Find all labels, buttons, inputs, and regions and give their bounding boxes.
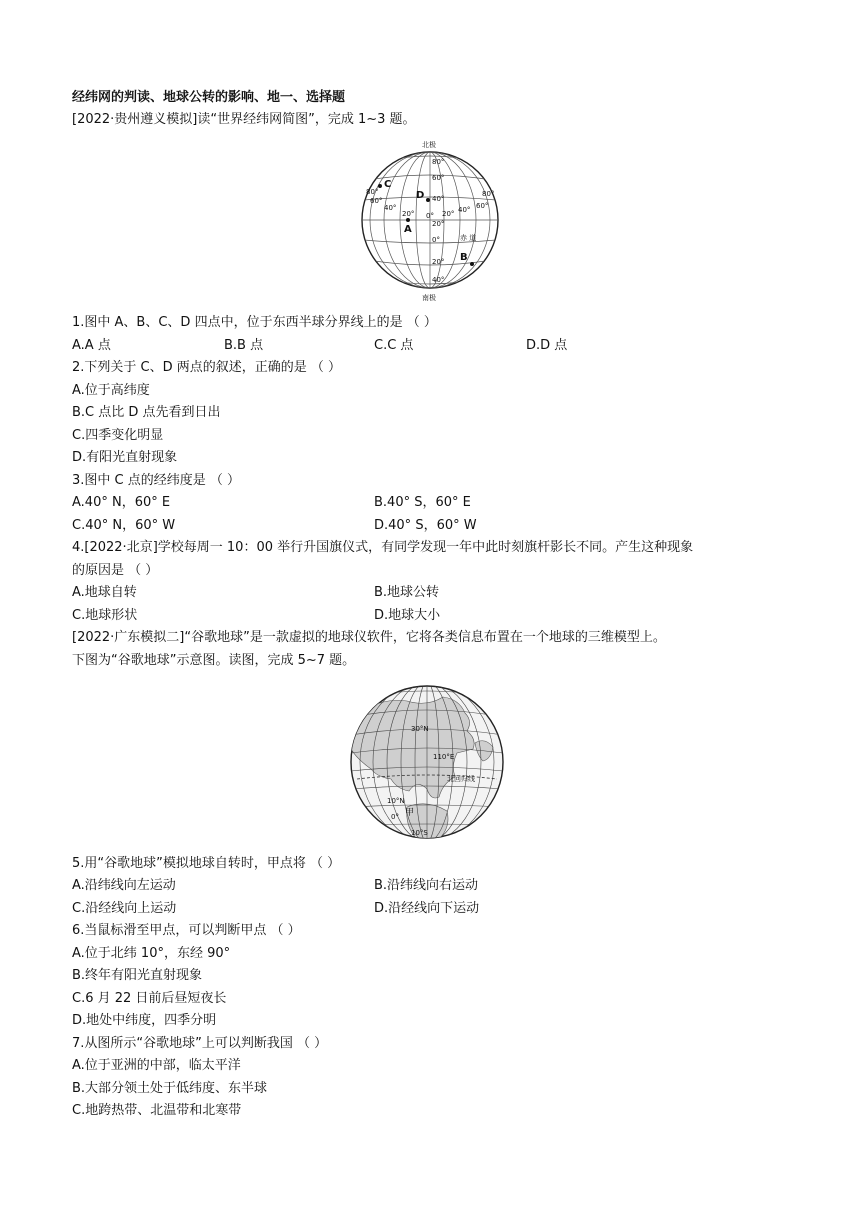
intro-2-line2: 下图为“谷歌地球”示意图。读图，完成 5~7 题。 (72, 653, 356, 668)
q5-option-b: B.沿纬线向右运动 (374, 878, 479, 893)
q7-option-c: C.地跨热带、北温带和北寒带 (72, 1103, 242, 1118)
q1-option-b: B.B 点 (224, 338, 264, 353)
point-jia-label: 甲 (405, 808, 415, 818)
lat-30n-label: 30°N (411, 725, 429, 733)
q1-stem: 1.图中 A、B、C、D 四点中，位于东西半球分界线上的是 （ ） (72, 315, 437, 330)
q6-option-b: B.终年有阳光直射现象 (72, 968, 203, 983)
equator-label: 赤 道 (460, 234, 477, 242)
q1-option-d: D.D 点 (526, 338, 568, 353)
intro-1: [2022·贵州遵义模拟]读“世界经纬网简图”，完成 1~3 题。 (72, 112, 416, 127)
lat-label: 40° (432, 276, 445, 284)
lon-label: 80° (482, 190, 495, 198)
q4-option-b: B.地球公转 (374, 585, 440, 600)
q6-option-a: A.位于北纬 10°，东经 90° (72, 946, 231, 961)
lon-label: 40° (384, 204, 397, 212)
lon-label: 20° (442, 210, 455, 218)
q5-option-a: A.沿纬线向左运动 (72, 878, 176, 893)
lat-label: 40° (432, 195, 445, 203)
q2-option-c: C.四季变化明显 (72, 428, 164, 443)
q3-option-c: C.40° N，60° W (72, 518, 176, 533)
q7-option-b: B.大部分领土处于低纬度、东半球 (72, 1081, 268, 1096)
q4-stem-line2: 的原因是 （ ） (72, 563, 159, 578)
lat-label: 60° (432, 174, 445, 182)
lon-110e-label: 110°E (433, 753, 455, 761)
lon-label: 0° (426, 212, 434, 220)
q4-option-a: A.地球自转 (72, 585, 137, 600)
point-a-dot (406, 218, 410, 222)
q2-option-a: A.位于高纬度 (72, 383, 150, 398)
point-b-dot (470, 262, 474, 266)
q6-option-c: C.6 月 22 日前后昼短夜长 (72, 991, 227, 1006)
north-pole-label: 北极 (422, 141, 436, 149)
lat-label: 80° (432, 158, 445, 166)
point-c-dot (378, 184, 382, 188)
lon-label: 60° (476, 202, 489, 210)
q2-option-b: B.C 点比 D 点先看到日出 (72, 405, 221, 420)
q1-option-c: C.C 点 (374, 338, 414, 353)
graticule-globe-figure (350, 136, 510, 304)
equator-0-label: 0° (391, 813, 399, 821)
q7-stem: 7.从图所示“谷歌地球”上可以判断我国 （ ） (72, 1036, 328, 1051)
lat-label: 0° (432, 236, 440, 244)
q6-option-d: D.地处中纬度，四季分明 (72, 1013, 217, 1028)
lon-label: 20° (402, 210, 415, 218)
point-b-label: B (460, 252, 468, 263)
lat-10n-label: 10°N (387, 797, 405, 805)
q3-option-b: B.40° S，60° E (374, 495, 471, 510)
lat-label: 20° (432, 220, 445, 228)
q2-option-d: D.有阳光直射现象 (72, 450, 178, 465)
point-c-label: C (384, 179, 392, 190)
q4-stem-line1: 4.[2022·北京]学校每周一 10：00 举行升国旗仪式，有同学发现一年中此时刻旗杆影长不同。产生这种现象 (72, 540, 694, 555)
lat-label: 20° (432, 258, 445, 266)
intro-2-line1: [2022·广东模拟二]“谷歌地球”是一款虚拟的地球仪软件，它将各类信息布置在一个地球的三维模型上。 (72, 630, 666, 645)
q7-option-a: A.位于亚洲的中部，临太平洋 (72, 1058, 241, 1073)
section-title: 经纬网的判读、地球公转的影响、地一、选择题 (72, 90, 346, 105)
q5-option-d: D.沿经线向下运动 (374, 901, 480, 916)
point-a-label: A (404, 224, 412, 235)
google-earth-globe-figure (347, 679, 507, 845)
lat-10s-label: 10°S (411, 829, 428, 837)
point-d-dot (426, 198, 430, 202)
q3-option-d: D.40° S，60° W (374, 518, 477, 533)
q5-option-c: C.沿经线向上运动 (72, 901, 177, 916)
lon-label: 40° (458, 206, 471, 214)
q4-option-c: C.地球形状 (72, 608, 138, 623)
point-d-label: D (416, 190, 425, 201)
q2-stem: 2.下列关于 C、D 两点的叙述，正确的是 （ ） (72, 360, 342, 375)
q5-stem: 5.用“谷歌地球”模拟地球自转时，甲点将 （ ） (72, 856, 341, 871)
south-pole-label: 南极 (422, 294, 436, 302)
q1-option-a: A.A 点 (72, 338, 111, 353)
lon-label: 80° (366, 188, 379, 196)
q3-stem: 3.图中 C 点的经纬度是 （ ） (72, 473, 241, 488)
q4-option-d: D.地球大小 (374, 608, 441, 623)
q6-stem: 6.当鼠标滑至甲点，可以判断甲点 （ ） (72, 923, 301, 938)
q3-option-a: A.40° N，60° E (72, 495, 171, 510)
lon-label: 60° (370, 197, 383, 205)
tropic-of-cancer-label: 北回归线 (447, 775, 475, 783)
